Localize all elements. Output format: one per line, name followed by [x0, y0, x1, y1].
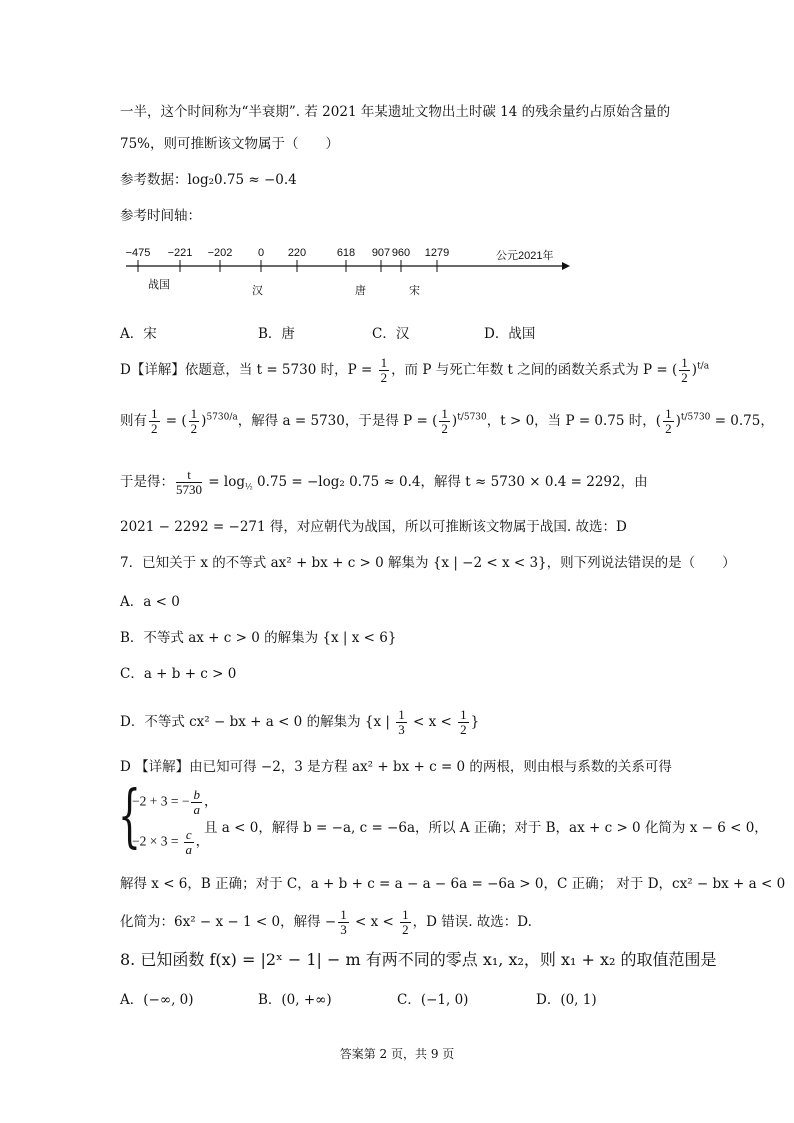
timeline-tick-label: 1279 [424, 247, 450, 259]
q8-option-c: C．(−1, 0) [397, 992, 469, 1008]
fraction: $\frac{1}{3}$ [398, 707, 405, 737]
q7-solution-line-3: 解得 x < 6，B 正确；对于 C，a + b + c = a − a − 6a = −6a > 0，C 正确； 对于 D，cx² − bx + a < 0 [120, 876, 786, 892]
q8-option-a: A．(−∞, 0) [120, 992, 194, 1008]
timeline-label: 参考时间轴： [120, 208, 201, 224]
intro-line-1: 一半，这个时间称为“半衰期”. 若 2021 年某遗址文物出土时碳 14 的残余量约占原始含量的 [120, 104, 671, 120]
fraction: $\frac{1}{2}$ [190, 406, 198, 436]
timeline-tick-label: −221 [167, 247, 193, 259]
q8-stem: 8. 已知函数 f(x) = |2ˣ − 1| − m 有两不同的零点 x₁, x₂，则 x₁ + x₂ 的取值范围是 [120, 950, 717, 969]
fraction: $\frac{1}{2}$ [380, 355, 388, 385]
q7-option-c: C．a + b + c > 0 [120, 666, 237, 682]
timeline-tick-label: 220 [287, 247, 307, 259]
q8-option-b: B．(0, +∞) [258, 992, 332, 1008]
fraction: $\frac{b}{a}$ [193, 787, 200, 817]
reference-data-label: 参考数据： [120, 172, 188, 188]
era-label: 宋 [409, 285, 420, 297]
q8-option-d: D．(0, 1) [536, 992, 597, 1008]
exponent: t/a [697, 361, 710, 372]
fraction: $\frac{1}{2}$ [665, 406, 672, 436]
q7-option-d: D．不等式 cx² − bx + a < 0 的解集为 {x | $\frac{1}{3}$ < x < $\frac{1}{2}$ } [120, 707, 480, 737]
fraction: $\frac{1}{3}$ [340, 907, 347, 937]
timeline-tick-label: 960 [391, 247, 411, 259]
timeline-end-label: 公元2021年 [496, 250, 554, 262]
q6-solution-line-3: 于是得： $\frac{t}{5730}$ = $\log_{\frac{1}{2}} 0.75 = -\log_2$ 0.75 ≈ 0.4，解得 t ≈ 5730 × 0.4 = 2292，由 [120, 467, 648, 497]
era-label: 唐 [355, 285, 366, 297]
q6-option-a: A．宋 [120, 326, 157, 342]
q7-equation-system: { −2 + 3 = − $\frac{b}{a}$ ， −2 × 3 = $\frac{c}{a}$ ， [118, 778, 218, 857]
q7-option-a: A．a < 0 [120, 594, 180, 610]
system-row-1: −2 + 3 = − $\frac{b}{a}$ ， [132, 787, 218, 817]
fraction: $\frac{c}{a}$ [185, 827, 192, 857]
q6-option-b: B．唐 [258, 326, 295, 342]
era-label: 战国 [148, 279, 170, 291]
reference-data [120, 170, 297, 190]
reference-data-value: log₂0.75 ≈ −0.4 [187, 172, 297, 188]
q7-solution-line-1: D 【详解】由已知可得 −2，3 是方程 ax² + bx + c = 0 的两根，则由根与系数的关系可得 [120, 759, 672, 775]
q6-solution-line-1: D【详解】依题意，当 t = 5730 时，P = $\frac{1}{2}$ ，而 P 与死亡年数 t 之间的函数关系式为 P = ( $\frac{1}{2}$ )$^{t/a}$ [120, 355, 710, 385]
reference-timeline [118, 240, 578, 304]
q7-option-b: B．不等式 ax + c > 0 的解集为 {x | x < 6} [120, 630, 397, 646]
fraction: $\frac{1}{2}$ [151, 406, 158, 436]
q7-solution-line-2: 且 a < 0，解得 b = −a, c = −6a，所以 A 正确；对于 B，ax + c > 0 化简为 x − 6 < 0， [204, 820, 768, 836]
fraction: $\frac{1}{2}$ [441, 406, 448, 436]
q6-option-c: C．汉 [372, 326, 410, 342]
timeline-tick-label: −202 [207, 247, 233, 259]
q7-solution-line-4: 化简为：6x² − x − 1 < 0，解得 − $\frac{1}{3}$ < x < $\frac{1}{2}$ ，D 错误. 故选：D. [120, 907, 532, 937]
q6-solution-line-4: 2021 − 2292 = −271 得，对应朝代为战国，所以可推断该文物属于战国. 故选：D [120, 519, 627, 535]
fraction: $\frac{1}{2}$ [460, 707, 467, 737]
fraction: $\frac{t}{5730}$ [176, 467, 202, 497]
exponent: t/5730 [680, 412, 711, 423]
intro-line-2: 75%，则可推断该文物属于（ ） [120, 136, 340, 152]
timeline-tick-label: 0 [257, 247, 265, 259]
fraction: $\frac{1}{2}$ [402, 907, 409, 937]
timeline-tick-label: −475 [125, 247, 151, 259]
q6-option-d: D．战国 [484, 326, 536, 342]
fraction: $\frac{1}{2}$ [681, 355, 688, 385]
era-label: 汉 [252, 285, 263, 297]
q7-stem: 7．已知关于 x 的不等式 ax² + bx + c > 0 解集为 {x | −2 < x < 3}，则下列说法错误的是（ ） [120, 555, 736, 571]
timeline-tick-label: 907 [371, 247, 391, 259]
timeline-tick-label: 618 [336, 247, 356, 259]
system-row-2: −2 × 3 = $\frac{c}{a}$ ， [132, 827, 210, 857]
page-footer: 答案第 2 页，共 9 页 [339, 1047, 455, 1061]
q6-solution-line-2: 则有 $\frac{1}{2}$ = ( $\frac{1}{2}$ )$^{5730/a}$，解得 a = 5730，于是得 P = ( $\frac{1}{2}$ )$^{t/5730}$，t > 0，当 P = 0.75 时，( $\frac{1}{2}$ )$^{t/5730}$ = 0.75， [120, 406, 774, 436]
exponent: 5730/a [206, 412, 238, 423]
exponent: t/5730 [457, 412, 487, 423]
